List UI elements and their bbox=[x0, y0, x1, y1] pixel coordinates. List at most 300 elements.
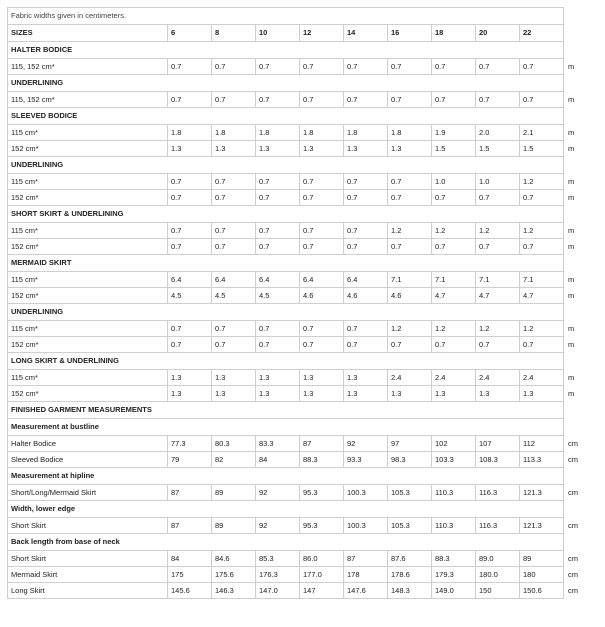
table-cell: 1.3 bbox=[300, 141, 344, 157]
table-cell: 1.9 bbox=[432, 125, 476, 141]
table-cell: 0.7 bbox=[300, 223, 344, 239]
fabric-width-note: Fabric widths given in centimeters. bbox=[8, 8, 564, 25]
table-cell: 6.4 bbox=[256, 272, 300, 288]
table-row bbox=[8, 485, 594, 501]
measurement-group-title-row bbox=[8, 419, 594, 436]
table-cell: 1.3 bbox=[432, 386, 476, 402]
table-cell: 4.6 bbox=[344, 288, 388, 304]
row-label: 115, 152 cm* bbox=[8, 59, 168, 75]
table-cell: 0.7 bbox=[432, 239, 476, 255]
unit-label: cm bbox=[568, 521, 578, 530]
table-cell: 113.3 bbox=[520, 452, 564, 468]
section-title-row bbox=[8, 255, 594, 272]
unit-spacer bbox=[564, 534, 594, 551]
table-cell: 0.7 bbox=[256, 174, 300, 190]
row-label: 152 cm* bbox=[8, 239, 168, 255]
table-cell: 92 bbox=[256, 518, 300, 534]
table-cell: 4.5 bbox=[256, 288, 300, 304]
unit-label: m bbox=[568, 128, 575, 137]
table-cell: 149.0 bbox=[432, 583, 476, 599]
table-cell: 0.7 bbox=[476, 337, 520, 353]
unit-label: m bbox=[568, 291, 575, 300]
table-row bbox=[8, 174, 594, 190]
unit-label: m bbox=[568, 389, 575, 398]
table-cell: 1.0 bbox=[476, 174, 520, 190]
table-cell: 0.7 bbox=[476, 59, 520, 75]
table-cell: 105.3 bbox=[388, 485, 432, 501]
table-cell: 1.0 bbox=[432, 174, 476, 190]
table-cell: 110.3 bbox=[432, 485, 476, 501]
table-cell: 1.3 bbox=[168, 370, 212, 386]
table-cell: 2.4 bbox=[520, 370, 564, 386]
table-cell: 93.3 bbox=[344, 452, 388, 468]
table-cell: 150 bbox=[476, 583, 520, 599]
section-title-row bbox=[8, 304, 594, 321]
table-cell: 102 bbox=[432, 436, 476, 452]
measurement-group-title-row bbox=[8, 534, 594, 551]
unit-spacer bbox=[564, 108, 594, 125]
table-cell: 1.3 bbox=[300, 386, 344, 402]
section-title: HALTER BODICE bbox=[8, 42, 564, 59]
table-cell: 4.5 bbox=[168, 288, 212, 304]
row-label: 152 cm* bbox=[8, 141, 168, 157]
table-cell: 89.0 bbox=[476, 551, 520, 567]
table-cell: 1.3 bbox=[212, 370, 256, 386]
table-cell: 0.7 bbox=[168, 174, 212, 190]
table-cell: 0.7 bbox=[300, 337, 344, 353]
row-label: 115 cm* bbox=[8, 223, 168, 239]
table-cell: 0.7 bbox=[344, 337, 388, 353]
table-row bbox=[8, 190, 594, 206]
unit-label: m bbox=[568, 373, 575, 382]
unit-spacer bbox=[564, 419, 594, 436]
table-cell: 0.7 bbox=[432, 59, 476, 75]
table-cell: 1.3 bbox=[256, 386, 300, 402]
table-cell: 1.8 bbox=[212, 125, 256, 141]
unit-label: m bbox=[568, 193, 575, 202]
section-title: SLEEVED BODICE bbox=[8, 108, 564, 125]
table-cell: 100.3 bbox=[344, 518, 388, 534]
table-cell: 97 bbox=[388, 436, 432, 452]
measurements-title: FINISHED GARMENT MEASUREMENTS bbox=[8, 402, 564, 419]
table-cell: 1.3 bbox=[344, 141, 388, 157]
measurement-group-title: Measurement at bustline bbox=[8, 419, 564, 436]
table-cell: 0.7 bbox=[432, 92, 476, 108]
table-cell: 0.7 bbox=[476, 92, 520, 108]
unit-spacer bbox=[564, 501, 594, 518]
table-cell: 85.3 bbox=[256, 551, 300, 567]
table-cell: 0.7 bbox=[388, 59, 432, 75]
table-cell: 0.7 bbox=[432, 337, 476, 353]
size-column-header: 6 bbox=[168, 25, 212, 42]
table-cell: 178.6 bbox=[388, 567, 432, 583]
table-cell: 1.3 bbox=[212, 141, 256, 157]
table-cell: 1.3 bbox=[344, 370, 388, 386]
size-column-header: 10 bbox=[256, 25, 300, 42]
table-cell: 0.7 bbox=[212, 59, 256, 75]
size-column-header: 12 bbox=[300, 25, 344, 42]
table-row bbox=[8, 452, 594, 468]
measurement-group-title: Back length from base of neck bbox=[8, 534, 564, 551]
table-cell: 0.7 bbox=[520, 59, 564, 75]
table-cell: 0.7 bbox=[300, 239, 344, 255]
table-row bbox=[8, 59, 594, 75]
table-cell: 146.3 bbox=[212, 583, 256, 599]
table-cell: 0.7 bbox=[256, 190, 300, 206]
table-cell: 0.7 bbox=[300, 190, 344, 206]
unit-label: m bbox=[568, 340, 575, 349]
table-cell: 0.7 bbox=[300, 321, 344, 337]
row-label: 152 cm* bbox=[8, 386, 168, 402]
table-cell: 4.7 bbox=[476, 288, 520, 304]
table-row bbox=[8, 386, 594, 402]
table-cell: 0.7 bbox=[212, 174, 256, 190]
row-label: Short/Long/Mermaid Skirt bbox=[8, 485, 168, 501]
table-cell: 0.7 bbox=[256, 239, 300, 255]
table-cell: 7.1 bbox=[388, 272, 432, 288]
section-title: SHORT SKIRT & UNDERLINING bbox=[8, 206, 564, 223]
table-cell: 1.2 bbox=[476, 223, 520, 239]
size-column-header: 18 bbox=[432, 25, 476, 42]
measurement-group-title-row bbox=[8, 468, 594, 485]
table-cell: 116.3 bbox=[476, 518, 520, 534]
table-cell: 92 bbox=[344, 436, 388, 452]
table-cell: 1.8 bbox=[256, 125, 300, 141]
table-cell: 0.7 bbox=[168, 190, 212, 206]
table-cell: 0.7 bbox=[212, 223, 256, 239]
table-cell: 1.5 bbox=[432, 141, 476, 157]
table-cell: 89 bbox=[212, 485, 256, 501]
table-cell: 150.6 bbox=[520, 583, 564, 599]
table-cell: 0.7 bbox=[212, 239, 256, 255]
table-row bbox=[8, 321, 594, 337]
table-cell: 0.7 bbox=[300, 92, 344, 108]
table-cell: 84 bbox=[256, 452, 300, 468]
table-cell: 98.3 bbox=[388, 452, 432, 468]
table-cell: 79 bbox=[168, 452, 212, 468]
table-cell: 0.7 bbox=[168, 92, 212, 108]
table-cell: 1.3 bbox=[388, 386, 432, 402]
table-cell: 1.5 bbox=[520, 141, 564, 157]
table-row bbox=[8, 370, 594, 386]
table-cell: 95.3 bbox=[300, 518, 344, 534]
table-cell: 88.3 bbox=[432, 551, 476, 567]
table-cell: 1.2 bbox=[520, 321, 564, 337]
table-cell: 1.2 bbox=[388, 223, 432, 239]
table-cell: 0.7 bbox=[344, 223, 388, 239]
table-cell: 1.3 bbox=[344, 386, 388, 402]
table-cell: 0.7 bbox=[256, 321, 300, 337]
note-row bbox=[8, 8, 594, 25]
table-cell: 0.7 bbox=[388, 239, 432, 255]
unit-label: cm bbox=[568, 570, 578, 579]
table-cell: 87 bbox=[344, 551, 388, 567]
table-cell: 0.7 bbox=[388, 337, 432, 353]
table-cell: 4.5 bbox=[212, 288, 256, 304]
sizes-header-label: SIZES bbox=[8, 25, 168, 42]
table-cell: 0.7 bbox=[344, 239, 388, 255]
table-cell: 0.7 bbox=[212, 92, 256, 108]
unit-spacer bbox=[564, 157, 594, 174]
table-cell: 121.3 bbox=[520, 485, 564, 501]
table-cell: 1.8 bbox=[344, 125, 388, 141]
section-title-row bbox=[8, 353, 594, 370]
section-title: LONG SKIRT & UNDERLINING bbox=[8, 353, 564, 370]
table-cell: 7.1 bbox=[520, 272, 564, 288]
row-label: Short Skirt bbox=[8, 518, 168, 534]
table-cell: 1.3 bbox=[388, 141, 432, 157]
table-cell: 7.1 bbox=[476, 272, 520, 288]
row-label: Mermaid Skirt bbox=[8, 567, 168, 583]
table-cell: 0.7 bbox=[168, 321, 212, 337]
unit-label: m bbox=[568, 144, 575, 153]
table-cell: 1.3 bbox=[300, 370, 344, 386]
table-cell: 80.3 bbox=[212, 436, 256, 452]
table-row bbox=[8, 125, 594, 141]
unit-label: m bbox=[568, 275, 575, 284]
row-label: 152 cm* bbox=[8, 337, 168, 353]
unit-spacer bbox=[564, 42, 594, 59]
row-label: 115, 152 cm* bbox=[8, 92, 168, 108]
unit-label: m bbox=[568, 226, 575, 235]
section-title-row bbox=[8, 206, 594, 223]
table-cell: 1.2 bbox=[520, 174, 564, 190]
table-cell: 82 bbox=[212, 452, 256, 468]
table-cell: 0.7 bbox=[344, 92, 388, 108]
table-cell: 7.1 bbox=[432, 272, 476, 288]
table-cell: 0.7 bbox=[212, 321, 256, 337]
table-cell: 2.0 bbox=[476, 125, 520, 141]
table-cell: 84.6 bbox=[212, 551, 256, 567]
unit-spacer bbox=[564, 304, 594, 321]
fabric-requirements-table bbox=[7, 7, 594, 599]
table-cell: 0.7 bbox=[344, 59, 388, 75]
table-cell: 179.3 bbox=[432, 567, 476, 583]
table-cell: 0.7 bbox=[476, 239, 520, 255]
measurement-group-title: Measurement at hipline bbox=[8, 468, 564, 485]
table-row bbox=[8, 141, 594, 157]
table-cell: 6.4 bbox=[300, 272, 344, 288]
unit-spacer bbox=[564, 206, 594, 223]
table-cell: 95.3 bbox=[300, 485, 344, 501]
table-cell: 0.7 bbox=[344, 190, 388, 206]
table-cell: 112 bbox=[520, 436, 564, 452]
table-cell: 1.3 bbox=[168, 141, 212, 157]
table-cell: 107 bbox=[476, 436, 520, 452]
table-row bbox=[8, 223, 594, 239]
table-cell: 175.6 bbox=[212, 567, 256, 583]
table-cell: 1.2 bbox=[520, 223, 564, 239]
size-column-header: 20 bbox=[476, 25, 520, 42]
size-column-header: 16 bbox=[388, 25, 432, 42]
unit-spacer bbox=[564, 25, 594, 42]
table-cell: 6.4 bbox=[344, 272, 388, 288]
table-cell: 175 bbox=[168, 567, 212, 583]
table-cell: 147.6 bbox=[344, 583, 388, 599]
table-cell: 176.3 bbox=[256, 567, 300, 583]
row-label: 115 cm* bbox=[8, 272, 168, 288]
row-label: 115 cm* bbox=[8, 370, 168, 386]
table-cell: 0.7 bbox=[168, 337, 212, 353]
unit-spacer bbox=[564, 75, 594, 92]
table-cell: 180.0 bbox=[476, 567, 520, 583]
unit-label: m bbox=[568, 324, 575, 333]
table-cell: 105.3 bbox=[388, 518, 432, 534]
table-cell: 89 bbox=[520, 551, 564, 567]
row-label: 115 cm* bbox=[8, 174, 168, 190]
sizes-header-row bbox=[8, 25, 594, 42]
table-cell: 84 bbox=[168, 551, 212, 567]
table-row bbox=[8, 337, 594, 353]
table-cell: 116.3 bbox=[476, 485, 520, 501]
unit-spacer bbox=[564, 255, 594, 272]
table-cell: 86.0 bbox=[300, 551, 344, 567]
unit-spacer bbox=[564, 468, 594, 485]
table-cell: 1.3 bbox=[476, 386, 520, 402]
table-cell: 1.3 bbox=[256, 370, 300, 386]
table-cell: 87 bbox=[300, 436, 344, 452]
row-label: Long Skirt bbox=[8, 583, 168, 599]
table-cell: 77.3 bbox=[168, 436, 212, 452]
row-label: Sleeved Bodice bbox=[8, 452, 168, 468]
section-title: MERMAID SKIRT bbox=[8, 255, 564, 272]
table-cell: 0.7 bbox=[256, 223, 300, 239]
table-cell: 1.2 bbox=[388, 321, 432, 337]
table-cell: 0.7 bbox=[520, 92, 564, 108]
table-cell: 87 bbox=[168, 485, 212, 501]
row-label: 115 cm* bbox=[8, 321, 168, 337]
table-row bbox=[8, 567, 594, 583]
table-cell: 0.7 bbox=[388, 174, 432, 190]
unit-spacer bbox=[564, 353, 594, 370]
unit-label: cm bbox=[568, 554, 578, 563]
table-cell: 4.6 bbox=[300, 288, 344, 304]
table-cell: 0.7 bbox=[300, 174, 344, 190]
section-title: UNDERLINING bbox=[8, 304, 564, 321]
measurements-title-row bbox=[8, 402, 594, 419]
table-cell: 1.3 bbox=[168, 386, 212, 402]
table-cell: 110.3 bbox=[432, 518, 476, 534]
table-cell: 88.3 bbox=[300, 452, 344, 468]
table-row bbox=[8, 551, 594, 567]
table-cell: 2.4 bbox=[476, 370, 520, 386]
row-label: Halter Bodice bbox=[8, 436, 168, 452]
section-title-row bbox=[8, 75, 594, 92]
table-cell: 1.2 bbox=[432, 223, 476, 239]
unit-label: m bbox=[568, 177, 575, 186]
size-column-header: 22 bbox=[520, 25, 564, 42]
table-cell: 148.3 bbox=[388, 583, 432, 599]
table-cell: 121.3 bbox=[520, 518, 564, 534]
table-cell: 83.3 bbox=[256, 436, 300, 452]
table-cell: 89 bbox=[212, 518, 256, 534]
unit-label: cm bbox=[568, 455, 578, 464]
table-cell: 103.3 bbox=[432, 452, 476, 468]
table-cell: 0.7 bbox=[476, 190, 520, 206]
table-cell: 4.7 bbox=[432, 288, 476, 304]
table-cell: 0.7 bbox=[300, 59, 344, 75]
table-cell: 147.0 bbox=[256, 583, 300, 599]
row-label: 152 cm* bbox=[8, 288, 168, 304]
unit-label: m bbox=[568, 242, 575, 251]
unit-label: cm bbox=[568, 586, 578, 595]
table-cell: 108.3 bbox=[476, 452, 520, 468]
table-cell: 92 bbox=[256, 485, 300, 501]
table-cell: 87.6 bbox=[388, 551, 432, 567]
table-row bbox=[8, 239, 594, 255]
table-cell: 1.3 bbox=[256, 141, 300, 157]
table-cell: 100.3 bbox=[344, 485, 388, 501]
unit-label: cm bbox=[568, 488, 578, 497]
unit-label: cm bbox=[568, 439, 578, 448]
row-label: 115 cm* bbox=[8, 125, 168, 141]
section-title-row bbox=[8, 42, 594, 59]
table-cell: 0.7 bbox=[344, 321, 388, 337]
table-cell: 2.1 bbox=[520, 125, 564, 141]
table-row bbox=[8, 583, 594, 599]
table-cell: 4.7 bbox=[520, 288, 564, 304]
table-cell: 6.4 bbox=[212, 272, 256, 288]
table-row bbox=[8, 288, 594, 304]
table-cell: 0.7 bbox=[520, 337, 564, 353]
table-cell: 6.4 bbox=[168, 272, 212, 288]
section-title: UNDERLINING bbox=[8, 75, 564, 92]
table-cell: 0.7 bbox=[168, 239, 212, 255]
table-cell: 1.2 bbox=[432, 321, 476, 337]
measurement-group-title: Width, lower edge bbox=[8, 501, 564, 518]
unit-label: m bbox=[568, 62, 575, 71]
table-cell: 0.7 bbox=[388, 92, 432, 108]
size-column-header: 8 bbox=[212, 25, 256, 42]
section-title-row bbox=[8, 157, 594, 174]
table-row bbox=[8, 92, 594, 108]
table-cell: 0.7 bbox=[388, 190, 432, 206]
table-cell: 147 bbox=[300, 583, 344, 599]
size-column-header: 14 bbox=[344, 25, 388, 42]
table-cell: 1.8 bbox=[168, 125, 212, 141]
row-label: Short Skirt bbox=[8, 551, 168, 567]
table-cell: 1.3 bbox=[520, 386, 564, 402]
table-row bbox=[8, 518, 594, 534]
table-cell: 2.4 bbox=[388, 370, 432, 386]
table-cell: 0.7 bbox=[168, 59, 212, 75]
unit-spacer bbox=[564, 402, 594, 419]
unit-spacer bbox=[564, 8, 594, 25]
table-cell: 1.8 bbox=[388, 125, 432, 141]
table-cell: 0.7 bbox=[256, 337, 300, 353]
table-cell: 180 bbox=[520, 567, 564, 583]
table-cell: 0.7 bbox=[344, 174, 388, 190]
table-cell: 2.4 bbox=[432, 370, 476, 386]
table-cell: 1.3 bbox=[212, 386, 256, 402]
table-cell: 0.7 bbox=[256, 92, 300, 108]
section-title-row bbox=[8, 108, 594, 125]
table-cell: 178 bbox=[344, 567, 388, 583]
table-cell: 0.7 bbox=[520, 239, 564, 255]
measurement-group-title-row bbox=[8, 501, 594, 518]
table-cell: 1.2 bbox=[476, 321, 520, 337]
table-cell: 0.7 bbox=[520, 190, 564, 206]
unit-label: m bbox=[568, 95, 575, 104]
table-cell: 0.7 bbox=[168, 223, 212, 239]
table-row bbox=[8, 436, 594, 452]
table-cell: 145.6 bbox=[168, 583, 212, 599]
table-cell: 1.8 bbox=[300, 125, 344, 141]
table-cell: 0.7 bbox=[212, 190, 256, 206]
table-row bbox=[8, 272, 594, 288]
section-title: UNDERLINING bbox=[8, 157, 564, 174]
table-cell: 0.7 bbox=[256, 59, 300, 75]
